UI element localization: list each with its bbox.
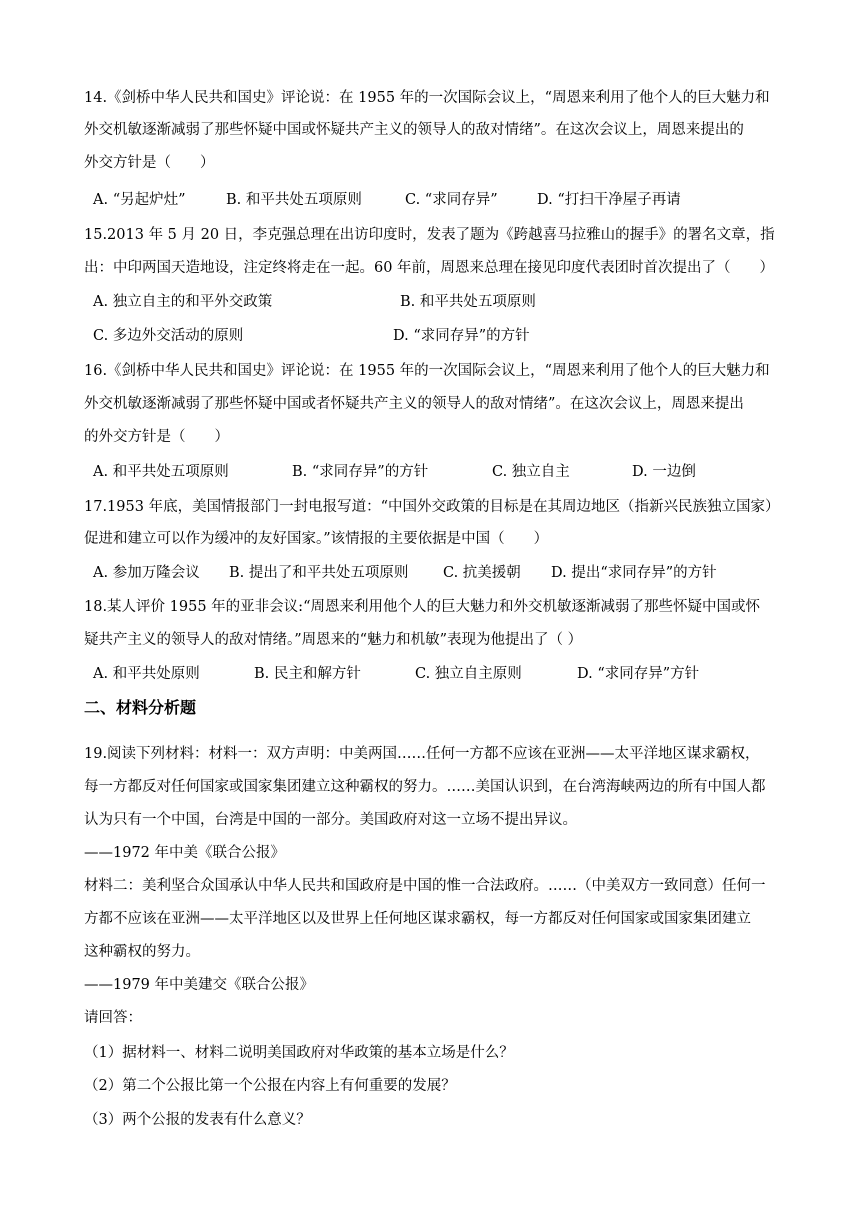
q19-source-1: ——1972 年中美《联合公报》 (84, 845, 286, 861)
q15-option-d: D. “求同存异”的方针 (393, 328, 530, 344)
q19-question-1: （1）据材料一、材料二说明美国政府对华政策的基本立场是什么？ (84, 1045, 514, 1061)
q19-line-6: 方都不应该在亚洲——太平洋地区以及世界上任何地区谋求霸权，每一方都反对任何国家或国家集团建立 (84, 911, 751, 927)
q17-line-1: 17.1953 年底，美国情报部门一封电报写道：“中国外交政策的目标是在其周边地区（指新兴民族独立国家） (84, 499, 780, 515)
section-heading: 二、材料分析题 (84, 698, 197, 717)
q18-option-d: D. “求同存异”方针 (577, 666, 700, 682)
q14-option-b: B. 和平共处五项原则 (226, 192, 362, 208)
q17-line-2: 促进和建立可以作为缓冲的友好国家。”该情报的主要依据是中国（ ） (84, 531, 549, 547)
q17-option-c: C. 抗美援朝 (443, 565, 521, 581)
q19-question-2: （2）第二个公报比第一个公报在内容上有何重要的发展？ (84, 1078, 456, 1094)
q17-option-d: D. 提出“求同存异”的方针 (551, 565, 717, 581)
q19-line-3: 认为只有一个中国，台湾是中国的一部分。美国政府对这一立场不提出异议。 (84, 812, 577, 828)
q14-option-a: A. “另起炉灶” (93, 192, 186, 208)
q18-line-2: 疑共产主义的领导人的敌对情绪。”周恩来的“魅力和机敏”表现为他提出了（ ） (84, 632, 583, 648)
q19-question-3: （3）两个公报的发表有什么意义？ (84, 1112, 311, 1128)
q19-source-2: ——1979 年中美建交《联合公报》 (84, 977, 315, 993)
q15-line-1: 15.2013 年 5 月 20 日，李克强总理在出访印度时，发表了题为《跨越喜马拉雅山的握手》的署名文章，指 (84, 227, 775, 243)
q16-line-3: 的外交方针是（ ） (84, 429, 229, 445)
q16-line-2: 外交机敏逐渐减弱了那些怀疑中国或者怀疑共产主义的领导人的敌对情绪”。在这次会议上，周恩来提出 (84, 396, 744, 412)
q15-option-a: A. 独立自主的和平外交政策 (93, 294, 273, 310)
q16-option-c: C. 独立自主 (492, 464, 570, 480)
q17-option-b: B. 提出了和平共处五项原则 (229, 565, 409, 581)
q19-line-7: 这种霸权的努力。 (84, 944, 200, 960)
q14-line-2: 外交机敏逐渐减弱了那些怀疑中国或怀疑共产主义的领导人的敌对情绪”。在这次会议上，周恩来提出的 (84, 122, 744, 138)
q15-option-b: B. 和平共处五项原则 (400, 294, 536, 310)
q15-line-2: 出：中印两国天造地设，注定终将走在一起。60 年前，周恩来总理在接见印度代表团时首次提出了（ ） (84, 260, 775, 276)
q14-option-d: D. “打扫干净屋子再请 (537, 192, 681, 208)
q14-line-3: 外交方针是（ ） (84, 155, 215, 171)
q15-option-c: C. 多边外交活动的原则 (93, 328, 244, 344)
q16-option-a: A. 和平共处五项原则 (93, 464, 229, 480)
q16-option-b: B. “求同存异”的方针 (292, 464, 429, 480)
q18-line-1: 18.某人评价 1955 年的亚非会议:“周恩来利用他个人的巨大魅力和外交机敏逐渐减弱了那些怀疑中国或怀 (84, 599, 760, 615)
q19-line-1: 19.阅读下列材料：材料一：双方声明：中美两国……任何一方都不应该在亚洲——太平洋地区谋求霸权， (84, 746, 760, 762)
q16-option-d: D. 一边倒 (632, 464, 696, 480)
q19-line-2: 每一方都反对任何国家或国家集团建立这种霸权的努力。……美国认识到，在台湾海峡两边的所有中国人都 (84, 779, 766, 795)
q17-option-a: A. 参加万隆会议 (93, 565, 200, 581)
q14-line-1: 14.《剑桥中华人民共和国史》评论说：在 1955 年的一次国际会议上，“周恩来利用了他个人的巨大魅力和 (84, 90, 770, 106)
q14-option-c: C. “求同存异” (405, 192, 498, 208)
q18-option-b: B. 民主和解方针 (254, 666, 361, 682)
q19-line-5: 材料二：美利坚合众国承认中华人民共和国政府是中国的惟一合法政府。……（中美双方一致同意）任何一 (84, 878, 766, 894)
q19-prompt: 请回答： (84, 1010, 142, 1026)
q16-line-1: 16.《剑桥中华人民共和国史》评论说：在 1955 年的一次国际会议上，“周恩来利用了他个人的巨大魅力和 (84, 363, 770, 379)
q18-option-c: C. 独立自主原则 (415, 666, 522, 682)
q18-option-a: A. 和平共处原则 (93, 666, 200, 682)
